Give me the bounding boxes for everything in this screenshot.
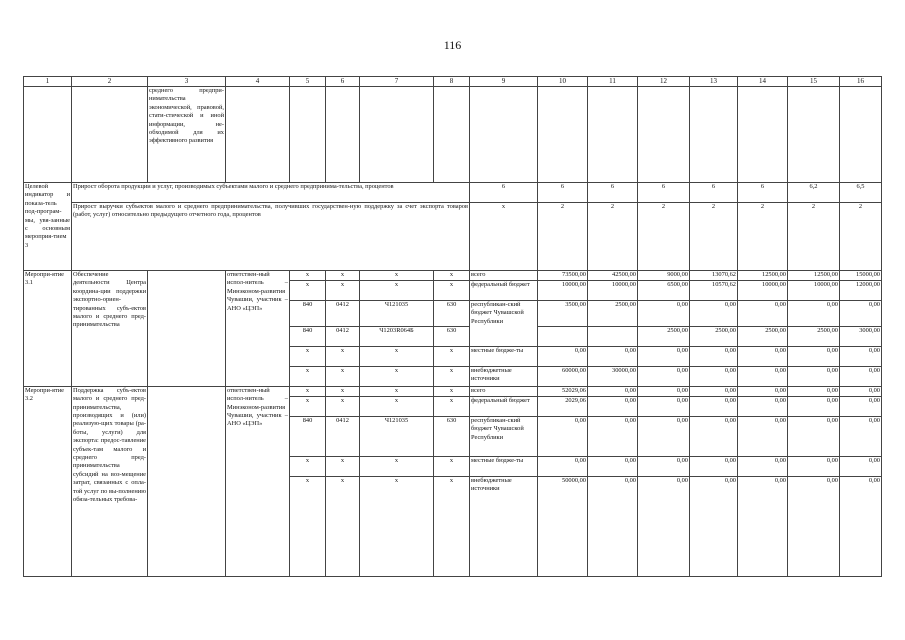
measure-responsible: ответствен-ный испол-нитель – Минэконом-развития Чувашии, участник – АНО «ЦЭП» [226, 271, 290, 387]
target-value: 2 [538, 203, 588, 271]
funding-value: 0,00 [840, 456, 882, 476]
empty-cell [226, 87, 290, 183]
budget-code: x [434, 456, 470, 476]
funding-value: 0,00 [738, 476, 788, 576]
measure-row [24, 271, 882, 281]
funding-value: 2500,00 [738, 326, 788, 346]
funding-value: 0,00 [788, 476, 840, 576]
funding-value: 73500,00 [538, 271, 588, 281]
funding-value: 0,00 [588, 416, 638, 456]
header-cell: 11 [588, 77, 638, 87]
funding-value: 15000,00 [840, 271, 882, 281]
empty-cell [840, 87, 882, 183]
funding-value: 2500,00 [588, 301, 638, 327]
budget-code: x [326, 396, 360, 416]
funding-value: 0,00 [738, 386, 788, 396]
budget-code: x [434, 386, 470, 396]
header-cell: 12 [638, 77, 690, 87]
funding-value: 0,00 [738, 346, 788, 366]
funding-value: 0,00 [738, 301, 788, 327]
empty-cell [326, 87, 360, 183]
target-value: 6 [690, 183, 738, 203]
target-base: x [470, 203, 538, 271]
funding-value: 0,00 [840, 476, 882, 576]
budget-code: x [290, 456, 326, 476]
budget-code: 840 [290, 416, 326, 456]
funding-value: 0,00 [690, 386, 738, 396]
funding-value: 0,00 [690, 301, 738, 327]
budget-code: x [290, 271, 326, 281]
budget-code: x [360, 366, 434, 386]
funding-value: 9000,00 [638, 271, 690, 281]
empty-cell [72, 87, 148, 183]
measure-name: Меропри-ятие 3.2 [24, 386, 72, 576]
funding-value: 3000,00 [840, 326, 882, 346]
empty-cell [360, 87, 434, 183]
funding-value [538, 326, 588, 346]
funding-value: 0,00 [738, 366, 788, 386]
target-value: 2 [788, 203, 840, 271]
funding-value: 30000,00 [588, 366, 638, 386]
budget-code: x [360, 476, 434, 576]
budget-code: x [290, 386, 326, 396]
funding-value: 0,00 [638, 476, 690, 576]
budget-code: Ч1203R064Б [360, 326, 434, 346]
funding-value: 0,00 [840, 396, 882, 416]
budget-code: x [290, 366, 326, 386]
measure-responsible: ответствен-ный испол-нитель – Минэконом-развития Чувашии, участник – АНО «ЦЭП» [226, 386, 290, 576]
funding-value: 12500,00 [738, 271, 788, 281]
header-cell: 7 [360, 77, 434, 87]
funding-value: 50000,00 [538, 476, 588, 576]
empty-cell [148, 271, 226, 387]
funding-value: 10000,00 [738, 281, 788, 301]
target-value: 6 [538, 183, 588, 203]
budget-code: x [434, 366, 470, 386]
target-value: 2 [638, 203, 690, 271]
header-cell: 2 [72, 77, 148, 87]
funding-value: 0,00 [690, 366, 738, 386]
funding-value: 10000,00 [538, 281, 588, 301]
funding-value: 0,00 [738, 396, 788, 416]
funding-value: 2500,00 [788, 326, 840, 346]
funding-value: 0,00 [538, 456, 588, 476]
funding-value: 13070,62 [690, 271, 738, 281]
budget-code: x [290, 476, 326, 576]
budget-code: x [434, 396, 470, 416]
funding-value: 0,00 [588, 346, 638, 366]
target-value: 2 [690, 203, 738, 271]
budget-code: 840 [290, 301, 326, 327]
empty-cell [538, 87, 588, 183]
budget-code: x [360, 456, 434, 476]
continuation-text: среднего предпри-нимательства экономической, правовой, стати-стической и иной информации, не-обходимой для их эффективного развития [148, 87, 226, 183]
budget-code: x [290, 346, 326, 366]
program-table [23, 76, 882, 577]
header-cell: 9 [470, 77, 538, 87]
budget-code: x [326, 271, 360, 281]
budget-code: 630 [434, 301, 470, 327]
funding-value: 0,00 [788, 456, 840, 476]
measure-description: Поддержка субъ-ектов малого и среднего пред-принимательства, производящих и (или) реализую-щих товары (ра-боты, услуги) для экспорта: предос-тавление субъек-там малого и среднего пред-принимательства субсидий на воз-мещение затрат, связанных с опла-той услуг по вы-полнению обяза-тельных требова- [72, 386, 148, 576]
empty-cell [638, 87, 690, 183]
funding-value: 0,00 [840, 346, 882, 366]
funding-value: 10000,00 [588, 281, 638, 301]
funding-source: всего [470, 271, 538, 281]
budget-code: x [290, 281, 326, 301]
funding-value: 0,00 [788, 386, 840, 396]
funding-source: федеральный бюджет [470, 396, 538, 416]
funding-value: 0,00 [538, 416, 588, 456]
budget-code: x [360, 346, 434, 366]
budget-code: Ч121035 [360, 416, 434, 456]
funding-value: 0,00 [638, 346, 690, 366]
measure-description: Обеспечение деятельности Центра координа-ции поддержки экспортно-ориен-тированных субъ-ектов малого и среднего пред-принимательства [72, 271, 148, 387]
header-cell: 8 [434, 77, 470, 87]
funding-value: 0,00 [588, 396, 638, 416]
funding-source [470, 326, 538, 346]
funding-value: 0,00 [638, 366, 690, 386]
funding-value: 12500,00 [788, 271, 840, 281]
budget-code: x [360, 386, 434, 396]
header-cell: 15 [788, 77, 840, 87]
header-cell: 6 [326, 77, 360, 87]
continuation-row [24, 87, 882, 183]
empty-cell [290, 87, 326, 183]
measure-row [24, 386, 882, 396]
funding-value: 12000,00 [840, 281, 882, 301]
empty-cell [690, 87, 738, 183]
budget-code: x [326, 366, 360, 386]
header-cell: 4 [226, 77, 290, 87]
budget-code: 840 [290, 326, 326, 346]
target-value: 6 [738, 183, 788, 203]
funding-value: 0,00 [690, 416, 738, 456]
target-text: Прирост оборота продукции и услуг, производимых субъектами малого и среднего предпринима-тельства, процентов [72, 183, 470, 203]
funding-source: внебюджетные источники [470, 366, 538, 386]
target-value: 2 [840, 203, 882, 271]
funding-value: 0,00 [588, 476, 638, 576]
funding-value: 0,00 [788, 416, 840, 456]
funding-source: всего [470, 386, 538, 396]
budget-code: x [360, 281, 434, 301]
funding-source: внебюджетные источники [470, 476, 538, 576]
funding-value: 0,00 [638, 301, 690, 327]
funding-value: 2500,00 [690, 326, 738, 346]
budget-code: x [434, 271, 470, 281]
target-text: Прирост выручки субъектов малого и среднего предпринимательства, получивших государствен-ную поддержку за счет экспорта товаров (работ, услуг) относительно предыдущего отчетного года, процентов [72, 203, 470, 271]
funding-value: 0,00 [690, 346, 738, 366]
header-cell: 5 [290, 77, 326, 87]
budget-code: x [360, 271, 434, 281]
budget-code: x [326, 456, 360, 476]
funding-value: 0,00 [738, 416, 788, 456]
funding-value: 0,00 [840, 301, 882, 327]
budget-code: 0412 [326, 301, 360, 327]
funding-value: 60000,00 [538, 366, 588, 386]
target-label: Целевой индикатор и показа-тель под-програм-мы, увя-занные с основным мероприя-тием 3 [24, 183, 72, 271]
measure-name: Меропри-ятие 3.1 [24, 271, 72, 387]
target-row [24, 203, 882, 271]
budget-code: x [360, 396, 434, 416]
funding-value: 0,00 [690, 456, 738, 476]
funding-value: 0,00 [638, 456, 690, 476]
budget-code: x [326, 346, 360, 366]
funding-value: 0,00 [788, 301, 840, 327]
funding-value: 10570,62 [690, 281, 738, 301]
funding-value: 0,00 [840, 366, 882, 386]
header-cell: 14 [738, 77, 788, 87]
funding-source: местные бюдже-ты [470, 456, 538, 476]
budget-code: 630 [434, 326, 470, 346]
empty-cell [470, 87, 538, 183]
header-cell: 10 [538, 77, 588, 87]
funding-value: 0,00 [588, 456, 638, 476]
funding-value: 0,00 [788, 366, 840, 386]
empty-cell [738, 87, 788, 183]
funding-source: республикан-ский бюджет Чувашской Республики [470, 301, 538, 327]
budget-code: x [290, 396, 326, 416]
budget-code: x [434, 476, 470, 576]
funding-value: 0,00 [738, 456, 788, 476]
target-base: 6 [470, 183, 538, 203]
funding-value: 0,00 [538, 346, 588, 366]
budget-code: x [326, 281, 360, 301]
funding-value: 2029,06 [538, 396, 588, 416]
funding-value: 0,00 [788, 346, 840, 366]
header-cell: 1 [24, 77, 72, 87]
budget-code: 630 [434, 416, 470, 456]
funding-source: федеральный бюджет [470, 281, 538, 301]
target-value: 6,2 [788, 183, 840, 203]
header-cell: 3 [148, 77, 226, 87]
funding-value [588, 326, 638, 346]
budget-code: x [434, 346, 470, 366]
budget-code: x [326, 386, 360, 396]
funding-value: 0,00 [588, 386, 638, 396]
funding-value: 0,00 [638, 416, 690, 456]
funding-source: республикан-ский бюджет Чувашской Республики [470, 416, 538, 456]
target-value: 2 [738, 203, 788, 271]
budget-code: 0412 [326, 416, 360, 456]
funding-value: 52029,06 [538, 386, 588, 396]
funding-value: 0,00 [690, 476, 738, 576]
budget-code: x [434, 281, 470, 301]
funding-value: 0,00 [638, 386, 690, 396]
funding-source: местные бюдже-ты [470, 346, 538, 366]
target-value: 6,5 [840, 183, 882, 203]
empty-cell [24, 87, 72, 183]
funding-value: 42500,00 [588, 271, 638, 281]
funding-value: 2500,00 [638, 326, 690, 346]
funding-value: 0,00 [840, 386, 882, 396]
funding-value: 0,00 [840, 416, 882, 456]
funding-value: 0,00 [638, 396, 690, 416]
budget-code: 0412 [326, 326, 360, 346]
header-cell: 16 [840, 77, 882, 87]
funding-value: 3500,00 [538, 301, 588, 327]
funding-value: 6500,00 [638, 281, 690, 301]
target-row [24, 183, 882, 203]
empty-cell [788, 87, 840, 183]
funding-value: 10000,00 [788, 281, 840, 301]
empty-cell [434, 87, 470, 183]
target-value: 2 [588, 203, 638, 271]
funding-value: 0,00 [788, 396, 840, 416]
funding-value: 0,00 [690, 396, 738, 416]
budget-code: x [326, 476, 360, 576]
header-cell: 13 [690, 77, 738, 87]
header-row [24, 77, 882, 87]
target-value: 6 [588, 183, 638, 203]
empty-cell [588, 87, 638, 183]
target-value: 6 [638, 183, 690, 203]
empty-cell [148, 386, 226, 576]
page-number: 116 [443, 38, 462, 52]
budget-code: Ч121035 [360, 301, 434, 327]
